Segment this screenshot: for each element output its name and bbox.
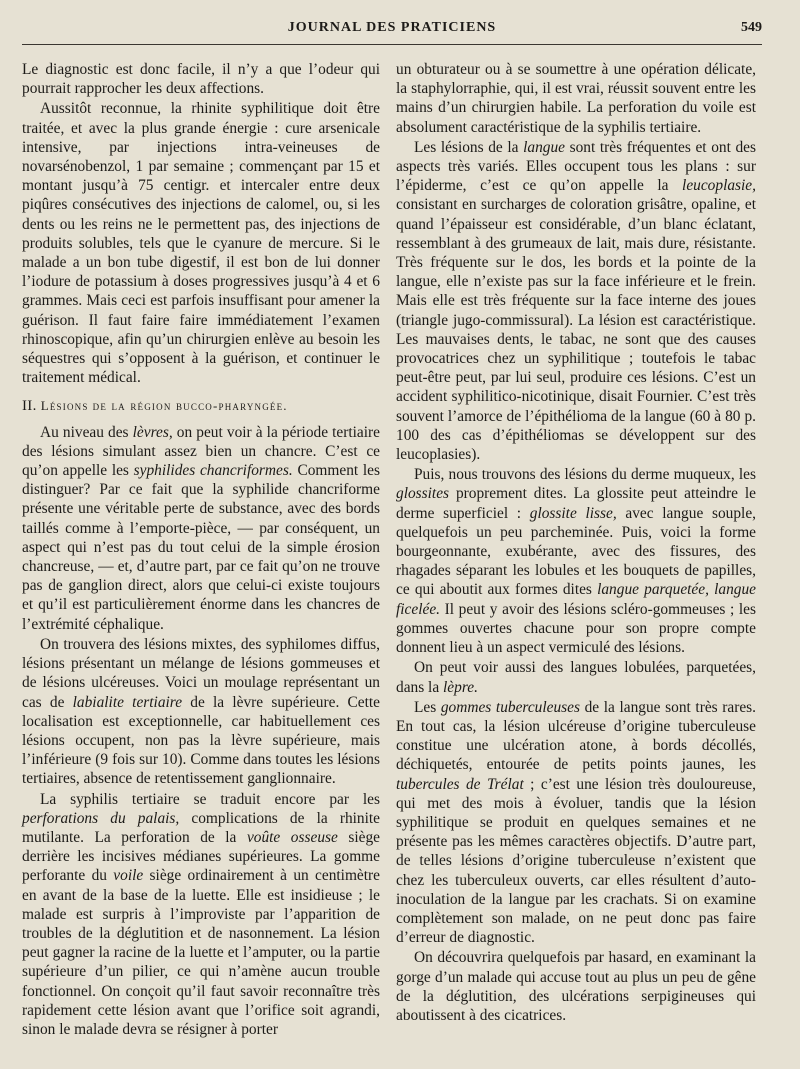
italic-term: labialite tertiaire	[72, 693, 183, 711]
text-run: Il peut y avoir des lésions scléro-gommeuses ; les gommes ouvertes chacune pour son propre compte donnent lieu à un aspect vermiculé des lésions.	[396, 600, 756, 657]
right-column	[396, 60, 756, 1025]
text-run: consistant en surcharges de coloration grisâtre, opaline, et quand l’épaisseur est considérable, d’un blanc éclatant, ressemblant à des grumeaux de lait, mais dure, résistante. Très fréquente sur le dos, les bords et la pointe de la langue, elle n’existe pas sur la face inférieure et le frein. Mais elle est très fréquente sur la face interne des joues (triangle jugo-commissural). La lésion est caractéristique. Les mauvaises dents, le tabac, ne sont que des causes provocatrices chez un syphilitique ; toutefois le tabac peut-être peut, par lui seul, produire ces lésions. C’est un accident syphilitico-nicotinique, disait Fournier. C’est très souvent l’amorce de l’épithélioma de la langue (60 à 80 p. 100 des cas d’épithéliomas se développent sur des leucoplasies).	[396, 196, 756, 464]
text-run: Puis, nous trouvons des lésions du derme muqueux, les	[414, 466, 756, 484]
paragraph: un obturateur ou à se soumettre à une opération délicate, la staphylorraphie, qui, il est vrai, réussit souvent entre les mains d’un chirurgien habile. La perforation du voile est absolument caractéristique de la syphilis tertiaire.	[396, 61, 756, 136]
italic-term: voûte osseuse	[246, 828, 338, 846]
italic-term: syphilides chancriformes.	[133, 462, 293, 480]
italic-term: lèpre.	[443, 678, 478, 696]
text-run: on peut voir à la période tertiaire des lésions simulant assez bien un chancre. C’est ce qu’on appelle les	[22, 423, 380, 480]
page-header	[22, 18, 762, 45]
text-run: siège ordinairement à un centimètre en avant de la base de la luette. Elle est insidieuse ; le malade est surpris à l’improviste par l’apparition de troubles de la déglutition et de nasonnement. La lésion peut gagner la racine de la luette et l’amputer, ou la partie supérieure d’un pilier, ce qui n’amène aucun trouble fonctionnel. On conçoit qu’il faut savoir reconnaître très rapidement cette lésion avant que l’orifice soit agrandi, sinon le malade devra se résigner à porter	[22, 867, 380, 1038]
text-run: On trouvera des lésions mixtes, des syphilomes diffus, lésions présentant un mélange de lésions gommeuses et de lésions ulcéreuses. Voici un moulage représentant un cas de	[22, 635, 380, 711]
paragraph	[396, 465, 756, 657]
page-number: 549	[741, 20, 762, 35]
italic-term: glossite lisse,	[529, 504, 617, 522]
italic-term: lèvres,	[132, 423, 173, 441]
text-run: proprement dites. La glossite peut atteindre le derme superficiel :	[396, 485, 756, 522]
text-run: sont très fréquentes et ont des aspects très variés. Elles occupent tous les plans : sur l’épiderme, c’est ce qu’on appelle la	[396, 138, 756, 195]
italic-term: gommes tuberculeuses	[440, 698, 580, 716]
section-title-word: Lésions	[40, 398, 89, 414]
italic-term: langue	[523, 138, 565, 156]
left-column	[22, 60, 380, 1039]
italic-term: glossites	[396, 485, 450, 503]
section-title-rest: de la région bucco-pharyngée.	[92, 398, 288, 414]
text-run: avec langue souple, quelquefois un peu parcheminée. Puis, voici la forme bourgeonnante, exubérante, avec des fissures, des rhagades séparant les lobules et les bouquets de papilles, ce qui aboutit aux formes dites	[396, 504, 756, 599]
text-run: de la lèvre supérieure. Cette localisation est exceptionnelle, car habituellement ces lésions occupent, non pas la lèvre supérieure, mais l’inférieure (9 fois sur 10). Comme dans toutes les lésions tertiaires, absence de retentissement ganglionnaire.	[22, 693, 381, 788]
paragraph: Aussitôt reconnue, la rhinite syphilitique doit être traitée, et avec la plus grande énergie : cure arsenicale intensive, par injections intra-veineuses de novarsénobenzol, 1 par semaine ; commençant par 15 et montant jusqu’à 75 centigr. et intercaler entre deux piqûres consécutives des injections de calomel, ou, si les dents ou les reins ne le permettent pas, des injections de produits solubles, tels que le cyanure de mercure. Si le malade a un bon tube digestif, il est bon de lui donner l’iodure de potassium à doses progressives jusqu’à 4 et 6 grammes. Mais ceci est parfois insuffisant pour amener la guérison. Il faut faire faire immédiatement l’examen rhinoscopique, afin qu’un chirurgien enlève au besoin les séquestres qui s’opposent à la guérison, et continuer le traitement médical.	[22, 100, 380, 387]
text-run: Comment les distinguer? Par ce fait que la syphilide chancriforme présente une véritable perte de substance, avec des bords taillés comme à l’emporte-pièce, — par conséquent, un aspect qui n’est pas du tout celui de la simple érosion chancreuse, — et, d’autre part, par ce fait qu’on ne trouve pas de ganglion direct, alors que celui-ci existe toujours et qu’il est particulièrement énorme dans les chancres de l’extrémité céphalique.	[22, 462, 380, 633]
section-heading	[22, 396, 380, 416]
paragraph	[22, 635, 380, 789]
text-run: Les	[414, 698, 441, 716]
paragraph: Le diagnostic est donc facile, il n’y a que l’odeur qui pourrait rapprocher les deux affections.	[22, 61, 380, 98]
paragraph	[22, 423, 380, 634]
paragraph: On découvrira quelquefois par hasard, en examinant la gorge d’un malade qui accuse tout au plus un peu de gêne de la déglutition, des ulcérations serpigineuses qui aboutissent à des cicatrices.	[396, 949, 756, 1024]
italic-term: leucoplasie,	[682, 177, 756, 195]
paragraph	[396, 658, 756, 696]
paragraph	[396, 138, 756, 464]
italic-term: tubercules de Trélat	[396, 775, 524, 793]
text-run: de la langue sont très rares. En tout cas, la lésion ulcéreuse d’origine tuberculeuse constitue une ulcération atone, à bords décollés, déchiquetés, entourée de petits points jaunes, les	[396, 698, 757, 774]
text-run: siège derrière les incisives médianes supérieures. La gomme perforante du	[22, 828, 381, 885]
paragraph	[22, 790, 380, 1040]
text-run: ; c’est une lésion très douloureuse, qui met des mois à évoluer, tandis que la lésion syphilitique se produit en quelques semaines et ne présente pas les mêmes caractères objectifs. D’autre part, de telles lésions d’origine tuberculeuse n’existent que chez les tuberculeux ouverts, car elles résultent d’auto-inoculation de la langue par les crachats. Si on examine complètement son malade, on ne peut donc pas faire d’erreur de diagnostic.	[396, 775, 756, 947]
paragraph	[396, 698, 756, 948]
text-run: La syphilis tertiaire se traduit encore par les	[40, 790, 380, 808]
italic-term: perforations du palais,	[22, 809, 180, 827]
running-title: JOURNAL DES PRATICIENS	[287, 20, 497, 35]
section-number: II.	[22, 398, 37, 415]
italic-term: voile	[113, 867, 144, 885]
text-run: Les lésions de la	[414, 138, 524, 156]
text-run: Au niveau des	[40, 423, 133, 441]
italic-term: langue parquetée, langue ficelée.	[396, 581, 756, 618]
text-run: On peut voir aussi des langues lobulées, parquetées, dans la	[396, 659, 756, 696]
text-run: complications de la rhinite mutilante. La perforation de la	[22, 809, 380, 846]
